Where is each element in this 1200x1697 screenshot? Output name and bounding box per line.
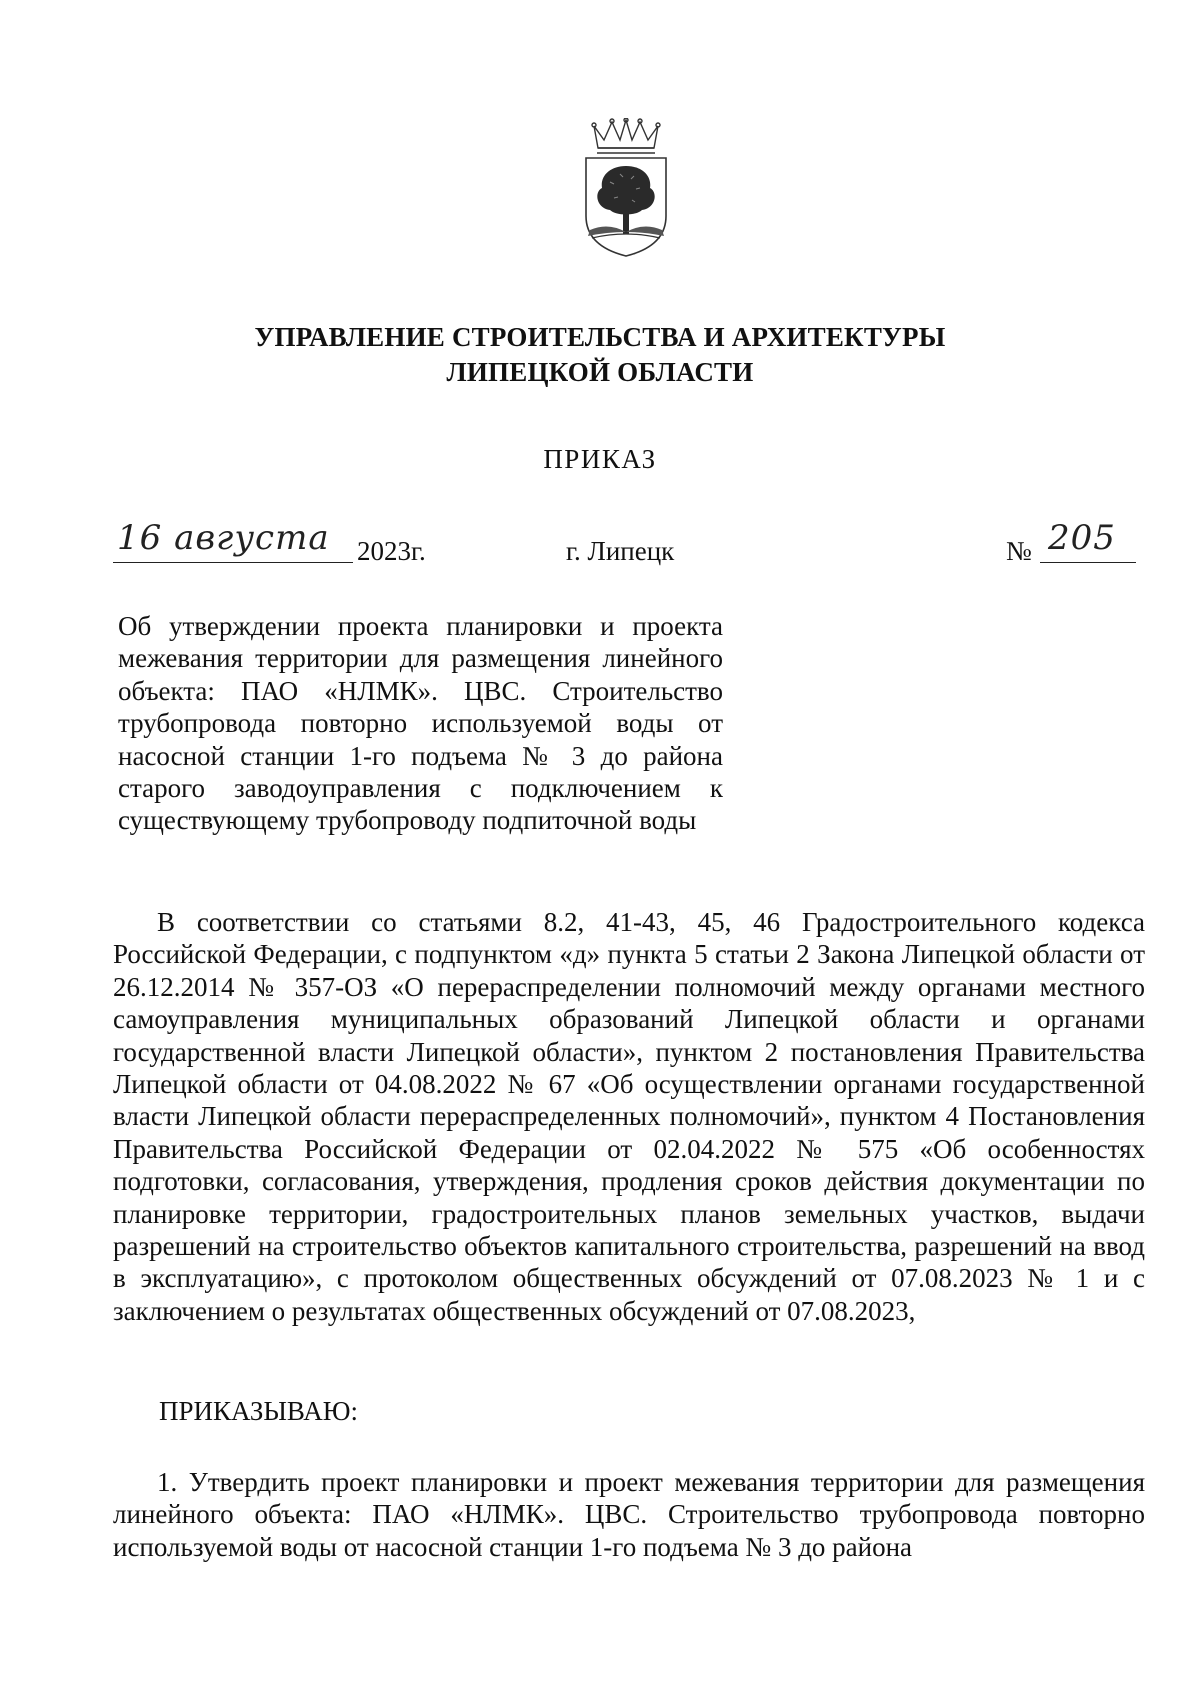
handwritten-number: 205 [1048,518,1116,558]
date-field [113,518,353,563]
date-year: 2023г. [357,536,426,566]
handwritten-date: 16 августа [117,518,330,558]
organization-name-line2: ЛИПЕЦКОЙ ОБЛАСТИ [446,357,754,387]
organization-name-line1: УПРАВЛЕНИЕ СТРОИТЕЛЬСТВА И АРХИТЕКТУРЫ [254,322,946,352]
number-sign: № [1006,536,1032,566]
coat-of-arms-icon [580,118,672,258]
document-subject: Об утверждении проекта планировки и проекта межевания территории для размещения линейного объекта: ПАО «НЛМК». ЦВС. Строительство трубопровода повторно используемой воды от насосной станции 1-го подъема № 3 до района старого заводоуправления с подключением к существующему трубопроводу подпиточной воды [118,611,723,836]
preamble-paragraph: В соответствии со статьями 8.2, 41-43, 45, 46 Градостроительного кодекса Российской Федерации, с подпунктом «д» пункта 5 статьи 2 Закона Липецкой области от 26.12.2014 № 357-ОЗ «О перераспределении полномочий между органами местного самоуправления муниципальных образований Липецкой области и органами государственной власти Липецкой области», пунктом 2 постановления Правительства Липецкой области от 04.08.2022 № 67 «Об осуществлении органами государственной власти Липецкой области перераспределенных полномочий», пунктом 4 Постановления Правительства Российской Федерации от 02.04.2022 № 575 «Об особенностях подготовки, согласования, утверждения, продления сроков действия документации по планировке территории, градостроительных планов земельных участков, выдачи разрешений на строительство объектов капитального строительства, разрешений на ввод в эксплуатацию», с протоколом общественных обсуждений от 07.08.2023 № 1 и с заключением о результатах общественных обсуждений от 07.08.2023, [113,907,1145,1326]
order-item-1: 1. Утвердить проект планировки и проект межевания территории для размещения линейного объекта: ПАО «НЛМК». ЦВС. Строительство трубопровода повторно используемой воды от насосной станции 1-го подъема № 3 до района [113,1467,1145,1562]
city-name: г. Липецк [566,536,675,566]
document-type: ПРИКАЗ [543,444,657,474]
order-word: ПРИКАЗЫВАЮ: [159,1396,358,1426]
number-field [1040,518,1136,563]
